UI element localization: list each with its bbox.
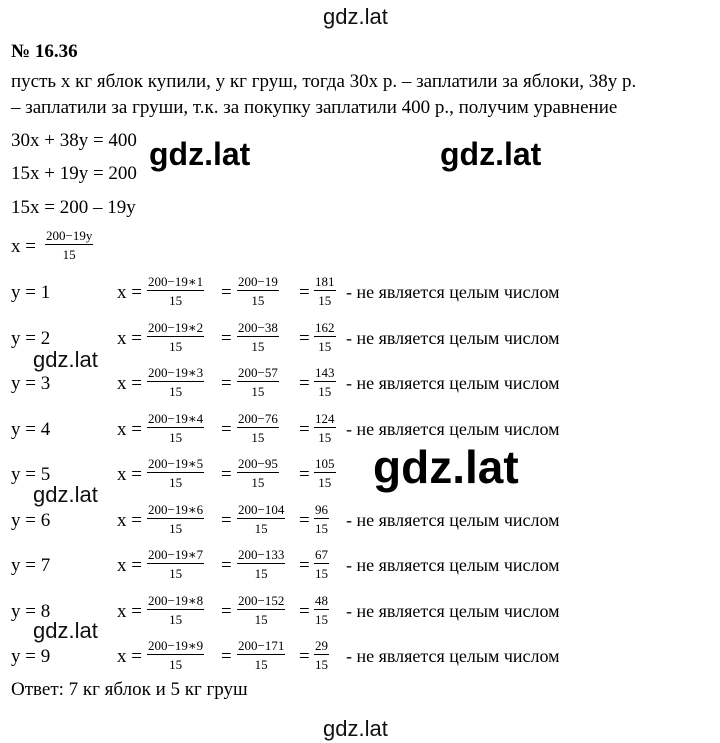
fraction-denominator: 15 xyxy=(251,293,265,309)
problem-number: № 16.36 xyxy=(11,41,78,62)
fraction-bar xyxy=(147,609,204,610)
fraction-denominator: 15 xyxy=(169,475,183,491)
fraction-denominator: 15 xyxy=(254,612,268,628)
fraction-denominator: 15 xyxy=(169,657,183,673)
equals-sign: = xyxy=(299,328,310,349)
fraction-bar xyxy=(147,290,204,291)
fraction-numerator: 48 xyxy=(315,593,328,608)
row-fraction-1 xyxy=(147,547,204,581)
fraction-numerator: 200−19∗6 xyxy=(148,502,204,517)
row-note: - не является целым числом xyxy=(346,555,560,575)
fraction-denominator: 15 xyxy=(251,475,265,491)
fraction-bar xyxy=(314,609,329,610)
row-fraction-1 xyxy=(147,411,204,445)
row-note: - не является целым числом xyxy=(346,373,560,393)
fraction-numerator: 200−19∗3 xyxy=(148,365,204,380)
fraction-numerator: 200−57 xyxy=(238,365,278,380)
fraction-bar xyxy=(147,654,204,655)
fraction-bar xyxy=(237,518,285,519)
fraction-bar xyxy=(314,290,336,291)
fraction-bar xyxy=(314,518,329,519)
watermark-left-1: gdz.lat xyxy=(33,347,98,372)
fraction-denominator: 15 xyxy=(169,521,183,537)
row-fraction-2 xyxy=(237,502,285,536)
fraction-bar xyxy=(314,472,336,473)
row-note: - не является целым числом xyxy=(346,328,560,348)
fraction-numerator: 200−133 xyxy=(238,547,285,562)
answer: Ответ: 7 кг яблок и 5 кг груш xyxy=(11,679,248,700)
row-fraction-3 xyxy=(314,274,336,308)
row-note: - не является целым числом xyxy=(346,282,560,302)
fraction-bar xyxy=(237,336,279,337)
fraction-denominator: 15 xyxy=(315,612,328,628)
row-y-label: у = 1 xyxy=(11,282,51,303)
fraction-numerator: 200−76 xyxy=(238,411,278,426)
row-fraction-2 xyxy=(237,593,285,627)
fraction-numerator: 200−19∗2 xyxy=(148,320,204,335)
fraction-denominator: 15 xyxy=(318,475,332,491)
fraction-bar xyxy=(147,427,204,428)
row-y-label: у = 9 xyxy=(11,646,51,667)
watermark-top: gdz.lat xyxy=(323,4,388,29)
fraction-numerator: 200−19∗5 xyxy=(148,456,204,471)
row-fraction-1 xyxy=(147,638,204,672)
fraction-bar xyxy=(314,654,329,655)
row-fraction-3 xyxy=(314,593,329,627)
watermark-big: gdz.lat xyxy=(365,440,527,494)
equals-sign: = xyxy=(221,601,232,622)
row-fraction-3 xyxy=(314,320,336,354)
x-formula-numerator: 200−19у xyxy=(46,228,93,243)
fraction-denominator: 15 xyxy=(318,339,332,355)
fraction-denominator: 15 xyxy=(254,521,268,537)
row-fraction-2 xyxy=(237,365,279,399)
row-fraction-3 xyxy=(314,502,329,536)
row-x-prefix: х = xyxy=(117,510,142,531)
row-fraction-2 xyxy=(237,547,285,581)
equals-sign: = xyxy=(221,646,232,667)
row-x-prefix: х = xyxy=(117,328,142,349)
equals-sign: = xyxy=(221,510,232,531)
fraction-bar xyxy=(147,518,204,519)
fraction-bar xyxy=(237,472,279,473)
fraction-denominator: 15 xyxy=(251,384,265,400)
fraction-bar xyxy=(45,244,93,245)
equals-sign: = xyxy=(221,328,232,349)
fraction-numerator: 67 xyxy=(315,547,328,562)
row-note: - не является целым числом xyxy=(346,419,560,439)
equals-sign: = xyxy=(221,555,232,576)
row-fraction-1 xyxy=(147,456,204,490)
x-formula-denominator: 15 xyxy=(62,247,76,263)
equation-3: 15х = 200 – 19у xyxy=(11,197,136,218)
row-fraction-3 xyxy=(314,456,336,490)
row-y-label: у = 3 xyxy=(11,373,51,394)
fraction-bar xyxy=(314,336,336,337)
row-y-label: у = 5 xyxy=(11,464,51,485)
fraction-numerator: 143 xyxy=(315,365,335,380)
fraction-bar xyxy=(147,336,204,337)
fraction-bar xyxy=(237,609,285,610)
watermark-inline-2: gdz.lat xyxy=(440,136,542,172)
equals-sign: = xyxy=(299,646,310,667)
row-fraction-2 xyxy=(237,320,279,354)
fraction-numerator: 29 xyxy=(315,638,328,653)
fraction-numerator: 200−104 xyxy=(238,502,285,517)
fraction-denominator: 15 xyxy=(169,293,183,309)
fraction-bar xyxy=(314,427,336,428)
fraction-numerator: 200−19∗4 xyxy=(148,411,204,426)
fraction-denominator: 15 xyxy=(169,339,183,355)
fraction-numerator: 200−19∗1 xyxy=(148,274,204,289)
fraction-numerator: 162 xyxy=(315,320,335,335)
watermark-left-3: gdz.lat xyxy=(33,618,98,643)
fraction-denominator: 15 xyxy=(318,384,332,400)
equals-sign: = xyxy=(221,419,232,440)
watermark-inline-1: gdz.lat xyxy=(145,136,254,173)
fraction-bar xyxy=(147,381,204,382)
fraction-denominator: 15 xyxy=(318,293,332,309)
equals-sign: = xyxy=(221,464,232,485)
row-x-prefix: х = xyxy=(117,282,142,303)
x-formula-fraction xyxy=(45,228,93,262)
row-y-label: у = 8 xyxy=(11,601,51,622)
row-fraction-3 xyxy=(314,638,329,672)
row-note: - не является целым числом xyxy=(346,601,560,621)
equals-sign: = xyxy=(299,555,310,576)
row-y-label: у = 7 xyxy=(11,555,51,576)
row-x-prefix: х = xyxy=(117,464,142,485)
fraction-denominator: 15 xyxy=(169,566,183,582)
fraction-numerator: 200−19 xyxy=(238,274,278,289)
fraction-numerator: 200−152 xyxy=(238,593,285,608)
fraction-denominator: 15 xyxy=(169,430,183,446)
fraction-numerator: 105 xyxy=(315,456,335,471)
watermark-left-2: gdz.lat xyxy=(33,482,98,507)
row-x-prefix: х = xyxy=(117,601,142,622)
row-fraction-2 xyxy=(237,456,279,490)
intro-line-1: пусть х кг яблок купили, у кг груш, тогда 30х р. – заплатили за яблоки, 38у р. xyxy=(11,71,637,92)
fraction-bar xyxy=(237,563,285,564)
row-y-label: у = 6 xyxy=(11,510,51,531)
row-y-label: у = 2 xyxy=(11,328,51,349)
fraction-numerator: 181 xyxy=(315,274,335,289)
row-fraction-1 xyxy=(147,274,204,308)
fraction-denominator: 15 xyxy=(169,612,183,628)
fraction-bar xyxy=(237,654,285,655)
equals-sign: = xyxy=(299,464,310,485)
equation-2: 15х + 19у = 200 xyxy=(11,163,137,184)
row-fraction-2 xyxy=(237,411,279,445)
row-x-prefix: х = xyxy=(117,646,142,667)
fraction-numerator: 200−19∗7 xyxy=(148,547,204,562)
fraction-bar xyxy=(147,472,204,473)
fraction-numerator: 124 xyxy=(315,411,335,426)
fraction-denominator: 15 xyxy=(169,384,183,400)
fraction-bar xyxy=(237,427,279,428)
intro-line-2: – заплатили за груши, т.к. за покупку заплатили 400 р., получим уравнение xyxy=(11,97,618,118)
equals-sign: = xyxy=(221,282,232,303)
row-fraction-1 xyxy=(147,593,204,627)
row-fraction-1 xyxy=(147,502,204,536)
fraction-denominator: 15 xyxy=(251,339,265,355)
row-fraction-1 xyxy=(147,365,204,399)
row-note: - не является целым числом xyxy=(346,510,560,530)
row-x-prefix: х = xyxy=(117,555,142,576)
fraction-denominator: 15 xyxy=(315,657,328,673)
fraction-bar xyxy=(237,290,279,291)
row-x-prefix: х = xyxy=(117,373,142,394)
fraction-numerator: 200−19∗8 xyxy=(148,593,204,608)
fraction-numerator: 96 xyxy=(315,502,328,517)
equals-sign: = xyxy=(299,510,310,531)
fraction-bar xyxy=(314,381,336,382)
fraction-numerator: 200−38 xyxy=(238,320,278,335)
row-x-prefix: х = xyxy=(117,419,142,440)
row-fraction-3 xyxy=(314,365,336,399)
fraction-numerator: 200−171 xyxy=(238,638,285,653)
fraction-denominator: 15 xyxy=(251,430,265,446)
fraction-bar xyxy=(314,563,329,564)
x-formula-prefix: х = xyxy=(11,236,36,257)
fraction-denominator: 15 xyxy=(254,657,268,673)
equals-sign: = xyxy=(299,601,310,622)
fraction-denominator: 15 xyxy=(315,521,328,537)
fraction-bar xyxy=(237,381,279,382)
row-fraction-3 xyxy=(314,547,329,581)
row-fraction-3 xyxy=(314,411,336,445)
fraction-denominator: 15 xyxy=(254,566,268,582)
equals-sign: = xyxy=(221,373,232,394)
row-fraction-1 xyxy=(147,320,204,354)
fraction-denominator: 15 xyxy=(315,566,328,582)
watermark-bottom: gdz.lat xyxy=(323,716,388,741)
row-fraction-2 xyxy=(237,274,279,308)
fraction-numerator: 200−95 xyxy=(238,456,278,471)
fraction-numerator: 200−19∗9 xyxy=(148,638,204,653)
fraction-denominator: 15 xyxy=(318,430,332,446)
row-y-label: у = 4 xyxy=(11,419,51,440)
equation-1: 30х + 38у = 400 xyxy=(11,130,137,151)
fraction-bar xyxy=(147,563,204,564)
equals-sign: = xyxy=(299,282,310,303)
equals-sign: = xyxy=(299,373,310,394)
row-fraction-2 xyxy=(237,638,285,672)
equals-sign: = xyxy=(299,419,310,440)
row-note: - не является целым числом xyxy=(346,646,560,666)
